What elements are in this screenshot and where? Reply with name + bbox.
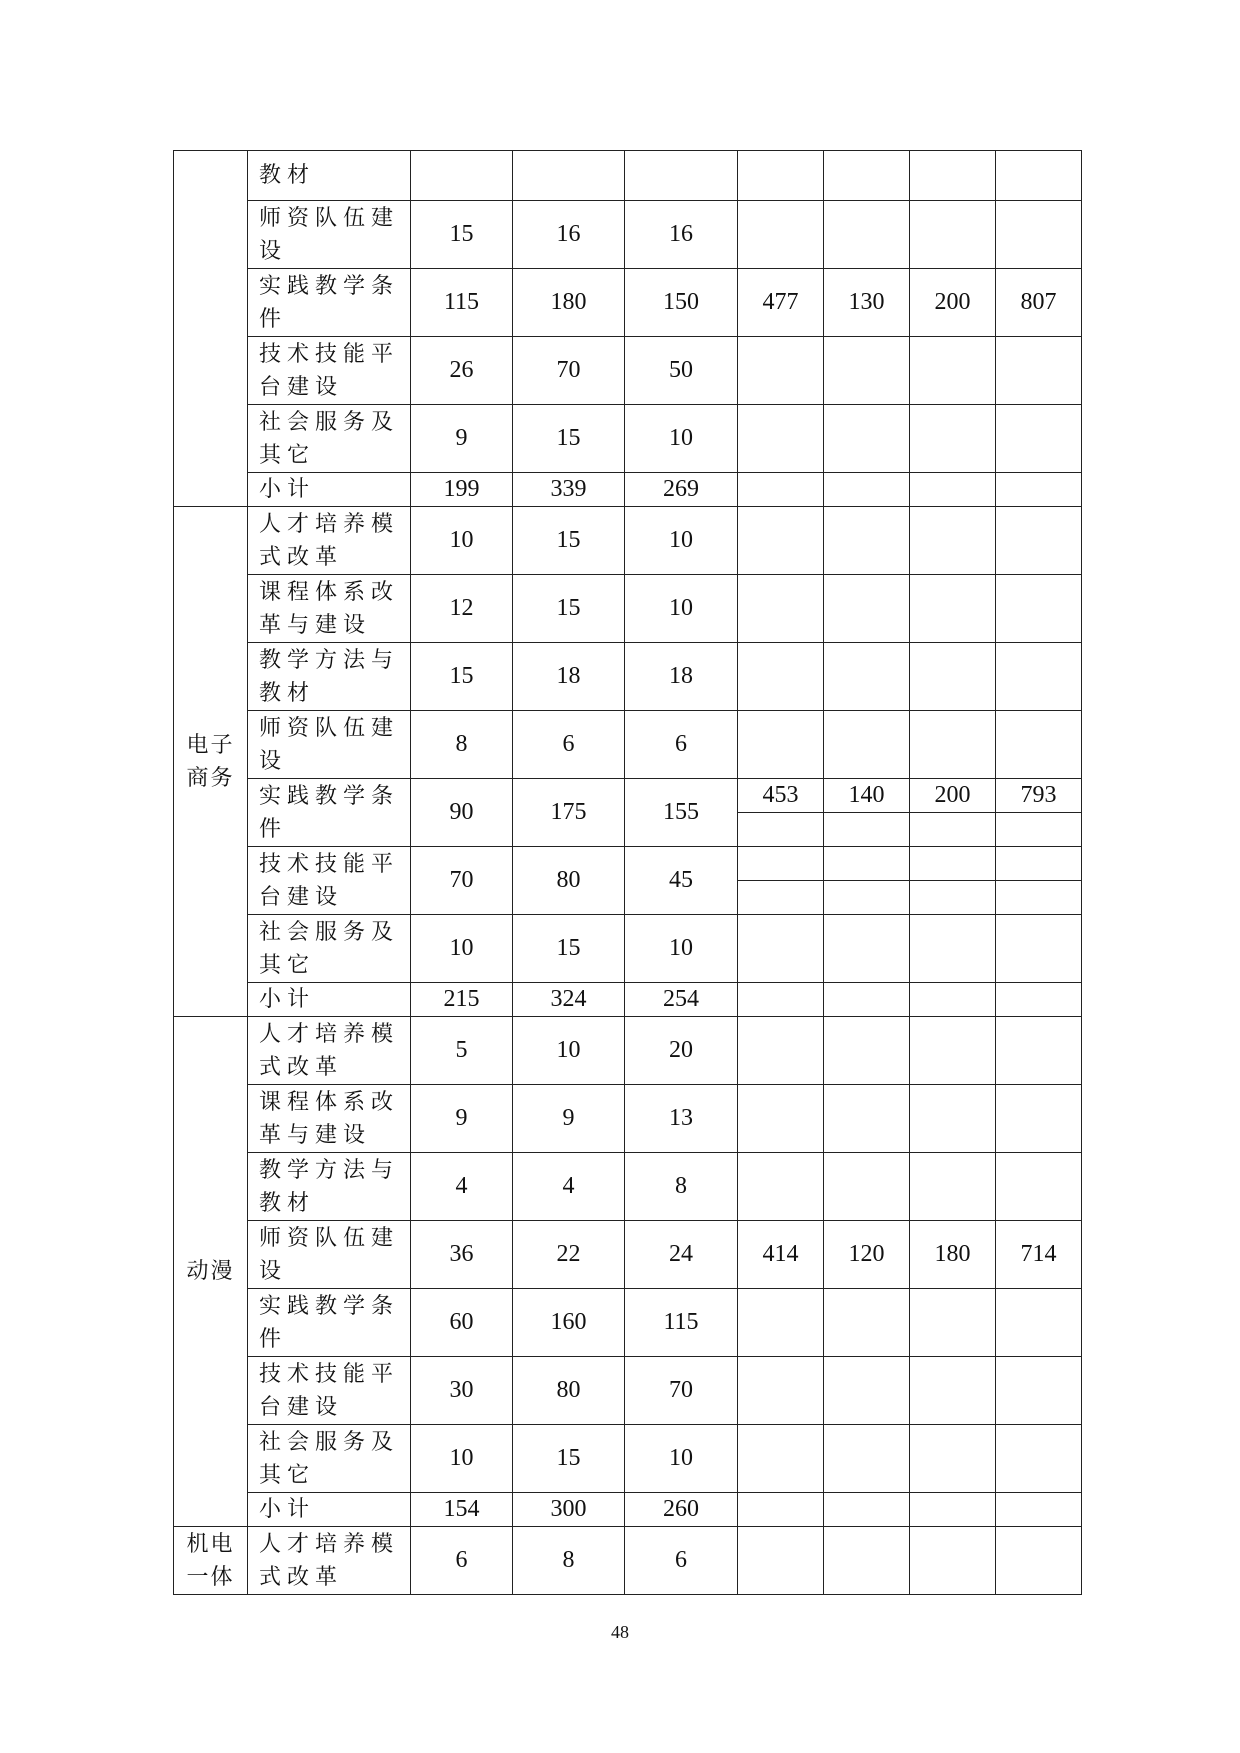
table-row bbox=[174, 779, 1082, 813]
empty-cell bbox=[910, 1493, 996, 1527]
empty-cell bbox=[910, 915, 996, 983]
empty-cell bbox=[996, 1289, 1082, 1357]
empty-cell bbox=[910, 507, 996, 575]
subtotal-row bbox=[174, 473, 1082, 507]
empty-cell bbox=[910, 405, 996, 473]
value-cell: 70 bbox=[513, 337, 625, 405]
value-cell: 26 bbox=[411, 337, 513, 405]
table-row bbox=[174, 847, 1082, 881]
item-cell: 实践教学条件 bbox=[248, 269, 411, 337]
value-cell: 115 bbox=[625, 1289, 738, 1357]
value-cell: 50 bbox=[625, 337, 738, 405]
item-cell: 教学方法与教材 bbox=[248, 1153, 411, 1221]
item-cell: 技术技能平台建设 bbox=[248, 847, 411, 915]
value-cell: 18 bbox=[625, 643, 738, 711]
empty-cell bbox=[738, 881, 824, 915]
value-cell: 9 bbox=[411, 1085, 513, 1153]
item-cell: 技术技能平台建设 bbox=[248, 1357, 411, 1425]
empty-cell bbox=[738, 643, 824, 711]
value-cell: 12 bbox=[411, 575, 513, 643]
major-cell: 机电一体 bbox=[174, 1527, 248, 1595]
empty-cell bbox=[910, 1289, 996, 1357]
item-cell: 教学方法与教材 bbox=[248, 643, 411, 711]
value-cell: 160 bbox=[513, 1289, 625, 1357]
empty-cell bbox=[996, 881, 1082, 915]
empty-cell bbox=[910, 1153, 996, 1221]
empty-cell bbox=[738, 575, 824, 643]
empty-cell bbox=[910, 575, 996, 643]
value-cell: 16 bbox=[513, 201, 625, 269]
value-cell: 6 bbox=[411, 1527, 513, 1595]
value-cell: 15 bbox=[513, 915, 625, 983]
value-cell: 15 bbox=[411, 201, 513, 269]
empty-cell bbox=[910, 201, 996, 269]
empty-cell bbox=[738, 507, 824, 575]
value-cell: 20 bbox=[625, 1017, 738, 1085]
subtotal-cell: 300 bbox=[513, 1493, 625, 1527]
empty-cell bbox=[996, 507, 1082, 575]
empty-cell bbox=[910, 1085, 996, 1153]
empty-cell bbox=[824, 1085, 910, 1153]
empty-cell bbox=[996, 915, 1082, 983]
subtotal-cell: 260 bbox=[625, 1493, 738, 1527]
major-cell bbox=[174, 151, 248, 507]
major-cell: 电子商务 bbox=[174, 507, 248, 1017]
subtotal-label: 小计 bbox=[248, 983, 411, 1017]
empty-cell bbox=[996, 151, 1082, 201]
empty-cell bbox=[996, 201, 1082, 269]
value-cell: 8 bbox=[625, 1153, 738, 1221]
empty-cell bbox=[738, 813, 824, 847]
empty-cell bbox=[824, 1527, 910, 1595]
table-row bbox=[174, 507, 1082, 575]
empty-cell bbox=[824, 1153, 910, 1221]
table-row bbox=[174, 201, 1082, 269]
item-cell: 师资队伍建设 bbox=[248, 711, 411, 779]
value-cell: 8 bbox=[411, 711, 513, 779]
empty-cell bbox=[824, 711, 910, 779]
total-cell: 180 bbox=[910, 1221, 996, 1289]
empty-cell bbox=[824, 575, 910, 643]
empty-cell bbox=[996, 1357, 1082, 1425]
value-cell: 24 bbox=[625, 1221, 738, 1289]
empty-cell bbox=[996, 711, 1082, 779]
table-row bbox=[174, 151, 1082, 201]
value-cell: 4 bbox=[411, 1153, 513, 1221]
table-row bbox=[174, 1425, 1082, 1493]
value-cell: 10 bbox=[411, 507, 513, 575]
empty-cell bbox=[996, 473, 1082, 507]
empty-cell bbox=[824, 337, 910, 405]
subtotal-cell: 254 bbox=[625, 983, 738, 1017]
empty-cell bbox=[996, 983, 1082, 1017]
value-cell: 15 bbox=[411, 643, 513, 711]
table-row bbox=[174, 269, 1082, 337]
empty-cell bbox=[910, 1017, 996, 1085]
empty-cell bbox=[824, 1017, 910, 1085]
empty-cell bbox=[738, 915, 824, 983]
empty-cell bbox=[824, 1493, 910, 1527]
item-cell: 教材 bbox=[248, 151, 411, 201]
value-cell: 150 bbox=[625, 269, 738, 337]
empty-cell bbox=[996, 643, 1082, 711]
empty-cell bbox=[824, 405, 910, 473]
item-cell: 课程体系改革与建设 bbox=[248, 1085, 411, 1153]
subtotal-cell: 339 bbox=[513, 473, 625, 507]
major-cell: 动漫 bbox=[174, 1017, 248, 1527]
empty-cell bbox=[738, 337, 824, 405]
page-number: 48 bbox=[611, 1622, 629, 1642]
empty-cell bbox=[910, 711, 996, 779]
empty-cell bbox=[910, 1425, 996, 1493]
empty-cell bbox=[910, 983, 996, 1017]
table-row bbox=[174, 915, 1082, 983]
empty-cell bbox=[738, 983, 824, 1017]
empty-cell bbox=[910, 151, 996, 201]
total-cell: 200 bbox=[910, 269, 996, 337]
table-row bbox=[174, 1527, 1082, 1595]
value-cell: 115 bbox=[411, 269, 513, 337]
value-cell: 15 bbox=[513, 1425, 625, 1493]
subtotal-cell: 324 bbox=[513, 983, 625, 1017]
empty-cell bbox=[738, 847, 824, 881]
table-row bbox=[174, 1221, 1082, 1289]
table-row bbox=[174, 337, 1082, 405]
subtotal-cell: 154 bbox=[411, 1493, 513, 1527]
value-cell: 10 bbox=[625, 1425, 738, 1493]
empty-cell bbox=[910, 1527, 996, 1595]
table-row bbox=[174, 711, 1082, 779]
empty-cell bbox=[824, 473, 910, 507]
table-row bbox=[174, 405, 1082, 473]
empty-cell bbox=[738, 1085, 824, 1153]
empty-cell bbox=[996, 1527, 1082, 1595]
empty-cell bbox=[738, 1527, 824, 1595]
empty-cell bbox=[738, 473, 824, 507]
item-cell: 社会服务及其它 bbox=[248, 915, 411, 983]
subtotal-cell: 269 bbox=[625, 473, 738, 507]
value-cell: 45 bbox=[625, 847, 738, 915]
total-cell: 130 bbox=[824, 269, 910, 337]
empty-cell bbox=[996, 1017, 1082, 1085]
empty-cell bbox=[738, 1493, 824, 1527]
empty-cell bbox=[738, 1153, 824, 1221]
empty-cell bbox=[738, 1425, 824, 1493]
empty-cell bbox=[996, 575, 1082, 643]
value-cell: 10 bbox=[411, 1425, 513, 1493]
value-cell: 6 bbox=[625, 711, 738, 779]
value-cell: 70 bbox=[411, 847, 513, 915]
empty-cell bbox=[910, 847, 996, 881]
empty-cell bbox=[738, 405, 824, 473]
empty-cell bbox=[824, 1425, 910, 1493]
value-cell: 5 bbox=[411, 1017, 513, 1085]
empty-cell bbox=[824, 915, 910, 983]
total-cell: 807 bbox=[996, 269, 1082, 337]
empty-cell bbox=[910, 813, 996, 847]
empty-cell bbox=[996, 813, 1082, 847]
value-cell: 10 bbox=[625, 507, 738, 575]
value-cell: 36 bbox=[411, 1221, 513, 1289]
empty-cell bbox=[824, 881, 910, 915]
empty-cell bbox=[996, 1425, 1082, 1493]
value-cell: 22 bbox=[513, 1221, 625, 1289]
value-cell: 10 bbox=[625, 405, 738, 473]
subtotal-label: 小计 bbox=[248, 473, 411, 507]
empty-cell bbox=[910, 643, 996, 711]
value-cell: 180 bbox=[513, 269, 625, 337]
empty-cell bbox=[996, 337, 1082, 405]
subtotal-cell: 199 bbox=[411, 473, 513, 507]
empty-cell bbox=[824, 151, 910, 201]
item-cell: 实践教学条件 bbox=[248, 1289, 411, 1357]
item-cell: 实践教学条件 bbox=[248, 779, 411, 847]
value-cell: 9 bbox=[513, 1085, 625, 1153]
item-cell: 社会服务及其它 bbox=[248, 1425, 411, 1493]
table-row bbox=[174, 575, 1082, 643]
item-cell: 师资队伍建设 bbox=[248, 201, 411, 269]
total-cell: 714 bbox=[996, 1221, 1082, 1289]
total-cell: 120 bbox=[824, 1221, 910, 1289]
empty-cell bbox=[738, 711, 824, 779]
table-row bbox=[174, 1017, 1082, 1085]
value-cell: 10 bbox=[411, 915, 513, 983]
value-cell: 30 bbox=[411, 1357, 513, 1425]
value-cell: 80 bbox=[513, 847, 625, 915]
value-cell: 16 bbox=[625, 201, 738, 269]
item-cell: 课程体系改革与建设 bbox=[248, 575, 411, 643]
item-cell: 社会服务及其它 bbox=[248, 405, 411, 473]
value-cell: 15 bbox=[513, 507, 625, 575]
empty-cell bbox=[996, 1493, 1082, 1527]
item-cell: 人才培养模式改革 bbox=[248, 507, 411, 575]
table-row bbox=[174, 1289, 1082, 1357]
total-cell: 793 bbox=[996, 779, 1082, 813]
total-cell: 414 bbox=[738, 1221, 824, 1289]
total-cell: 140 bbox=[824, 779, 910, 813]
empty-cell bbox=[824, 1289, 910, 1357]
empty-cell bbox=[996, 405, 1082, 473]
value-cell: 10 bbox=[625, 575, 738, 643]
subtotal-row bbox=[174, 1493, 1082, 1527]
empty-cell bbox=[824, 847, 910, 881]
item-cell: 人才培养模式改革 bbox=[248, 1017, 411, 1085]
item-cell: 人才培养模式改革 bbox=[248, 1527, 411, 1595]
table-row bbox=[174, 643, 1082, 711]
value-cell: 4 bbox=[513, 1153, 625, 1221]
value-cell: 155 bbox=[625, 779, 738, 847]
item-cell: 技术技能平台建设 bbox=[248, 337, 411, 405]
empty-cell bbox=[910, 337, 996, 405]
empty-cell bbox=[738, 151, 824, 201]
value-cell: 15 bbox=[513, 575, 625, 643]
subtotal-row bbox=[174, 983, 1082, 1017]
total-cell: 477 bbox=[738, 269, 824, 337]
empty-cell bbox=[996, 1153, 1082, 1221]
value-cell: 6 bbox=[625, 1527, 738, 1595]
empty-cell bbox=[824, 813, 910, 847]
empty-cell bbox=[996, 1085, 1082, 1153]
empty-cell bbox=[824, 643, 910, 711]
value-cell: 9 bbox=[411, 405, 513, 473]
empty-cell bbox=[738, 1357, 824, 1425]
value-cell: 10 bbox=[625, 915, 738, 983]
value-cell: 90 bbox=[411, 779, 513, 847]
empty-cell bbox=[910, 1357, 996, 1425]
value-cell bbox=[411, 151, 513, 201]
empty-cell bbox=[824, 507, 910, 575]
table-row bbox=[174, 1357, 1082, 1425]
value-cell: 18 bbox=[513, 643, 625, 711]
empty-cell bbox=[738, 1289, 824, 1357]
empty-cell bbox=[824, 201, 910, 269]
value-cell: 70 bbox=[625, 1357, 738, 1425]
value-cell: 80 bbox=[513, 1357, 625, 1425]
value-cell: 10 bbox=[513, 1017, 625, 1085]
table-row bbox=[174, 1085, 1082, 1153]
value-cell: 13 bbox=[625, 1085, 738, 1153]
empty-cell bbox=[996, 847, 1082, 881]
value-cell: 6 bbox=[513, 711, 625, 779]
item-cell: 师资队伍建设 bbox=[248, 1221, 411, 1289]
value-cell: 60 bbox=[411, 1289, 513, 1357]
value-cell: 8 bbox=[513, 1527, 625, 1595]
empty-cell bbox=[910, 881, 996, 915]
empty-cell bbox=[824, 1357, 910, 1425]
table-row bbox=[174, 1153, 1082, 1221]
value-cell: 15 bbox=[513, 405, 625, 473]
value-cell bbox=[513, 151, 625, 201]
empty-cell bbox=[824, 983, 910, 1017]
total-cell: 453 bbox=[738, 779, 824, 813]
value-cell: 175 bbox=[513, 779, 625, 847]
budget-table bbox=[173, 150, 1082, 1595]
total-cell: 200 bbox=[910, 779, 996, 813]
value-cell bbox=[625, 151, 738, 201]
empty-cell bbox=[910, 473, 996, 507]
empty-cell bbox=[738, 201, 824, 269]
subtotal-cell: 215 bbox=[411, 983, 513, 1017]
subtotal-label: 小计 bbox=[248, 1493, 411, 1527]
empty-cell bbox=[738, 1017, 824, 1085]
